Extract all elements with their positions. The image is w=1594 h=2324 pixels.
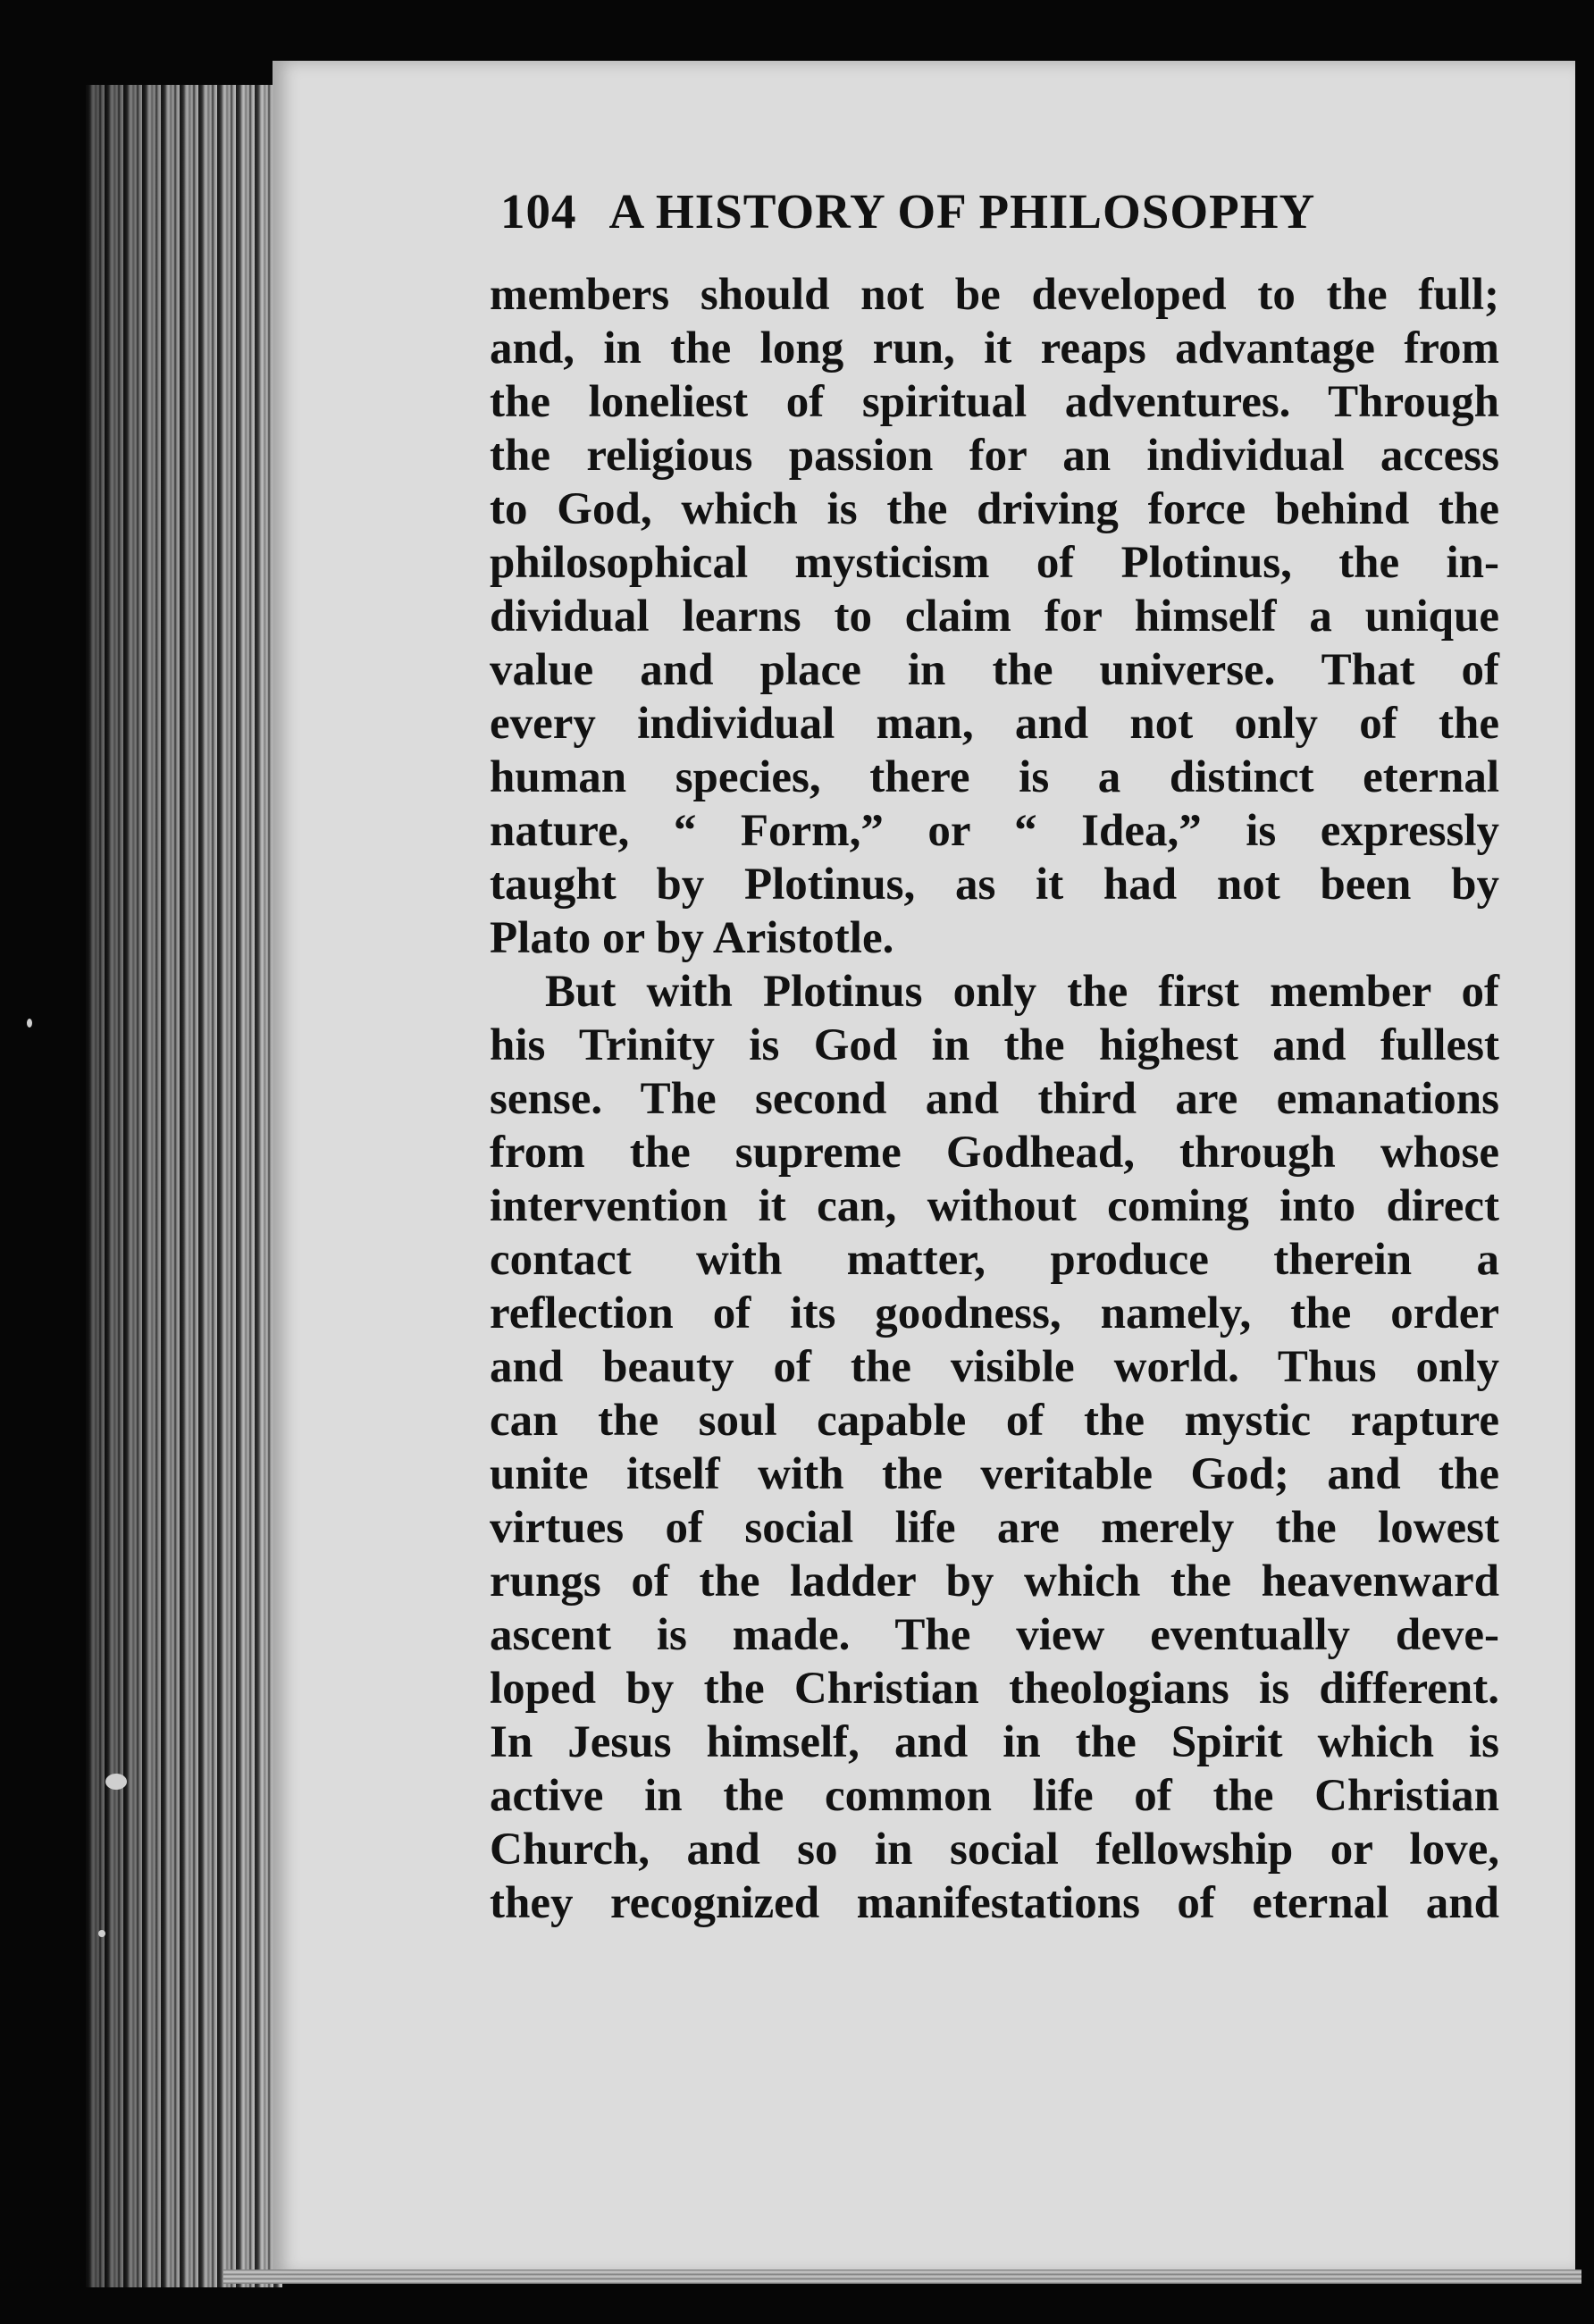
text-line: human species, there is a distinct eternal <box>490 752 1499 802</box>
text-line: his Trinity is God in the highest and fullest <box>490 1020 1499 1070</box>
text-line: But with Plotinus only the first member of <box>545 967 1499 1017</box>
text-line: dividual learns to claim for himself a unique <box>490 591 1499 642</box>
text-line: nature, “ Form,” or “ Idea,” is expressly <box>490 806 1499 856</box>
scan-speck <box>105 1774 127 1790</box>
text-line: value and place in the universe. That of <box>490 645 1499 695</box>
text-line: contact with matter, produce therein a <box>490 1235 1499 1285</box>
scan-speck <box>27 1019 32 1028</box>
book-page-edges <box>86 85 282 2287</box>
text-line: unite itself with the veritable God; and the <box>490 1449 1499 1499</box>
text-line: reflection of its goodness, namely, the order <box>490 1288 1499 1338</box>
text-line: from the supreme Godhead, through whose <box>490 1128 1499 1178</box>
page-number: 104 <box>500 184 577 239</box>
text-line: they recognized manifestations of eternal and <box>490 1878 1499 1928</box>
scan-speck <box>98 1930 105 1937</box>
running-title: A HISTORY OF PHILOSOPHY <box>608 184 1316 239</box>
text-line: Plato or by Aristotle. <box>490 913 894 963</box>
text-line: ascent is made. The view eventually deve- <box>490 1610 1499 1660</box>
text-line: taught by Plotinus, as it had not been by <box>490 860 1499 910</box>
text-line: active in the common life of the Christian <box>490 1771 1499 1821</box>
text-line: In Jesus himself, and in the Spirit which is <box>490 1717 1499 1767</box>
text-line: can the soul capable of the mystic rapture <box>490 1396 1499 1446</box>
text-line: to God, which is the driving force behind the <box>490 484 1499 534</box>
text-line: every individual man, and not only of the <box>490 699 1499 749</box>
text-line: virtues of social life are merely the lowest <box>490 1503 1499 1553</box>
page-bottom-edge <box>223 2269 1581 2284</box>
text-line: rungs of the ladder by which the heavenward <box>490 1556 1499 1607</box>
running-head <box>500 183 1421 239</box>
body-text <box>490 268 1499 1930</box>
text-line: members should not be developed to the full; <box>490 270 1499 320</box>
text-line: Church, and so in social fellowship or love, <box>490 1825 1499 1875</box>
text-line: intervention it can, without coming into direct <box>490 1181 1499 1231</box>
text-line: the religious passion for an individual access <box>490 431 1499 481</box>
text-line: the loneliest of spiritual adventures. Through <box>490 377 1499 427</box>
text-line: and, in the long run, it reaps advantage from <box>490 323 1499 373</box>
text-line: loped by the Christian theologians is different. <box>490 1664 1499 1714</box>
text-line: sense. The second and third are emanations <box>490 1074 1499 1124</box>
text-line: and beauty of the visible world. Thus only <box>490 1342 1499 1392</box>
text-line: philosophical mysticism of Plotinus, the in- <box>490 538 1499 588</box>
